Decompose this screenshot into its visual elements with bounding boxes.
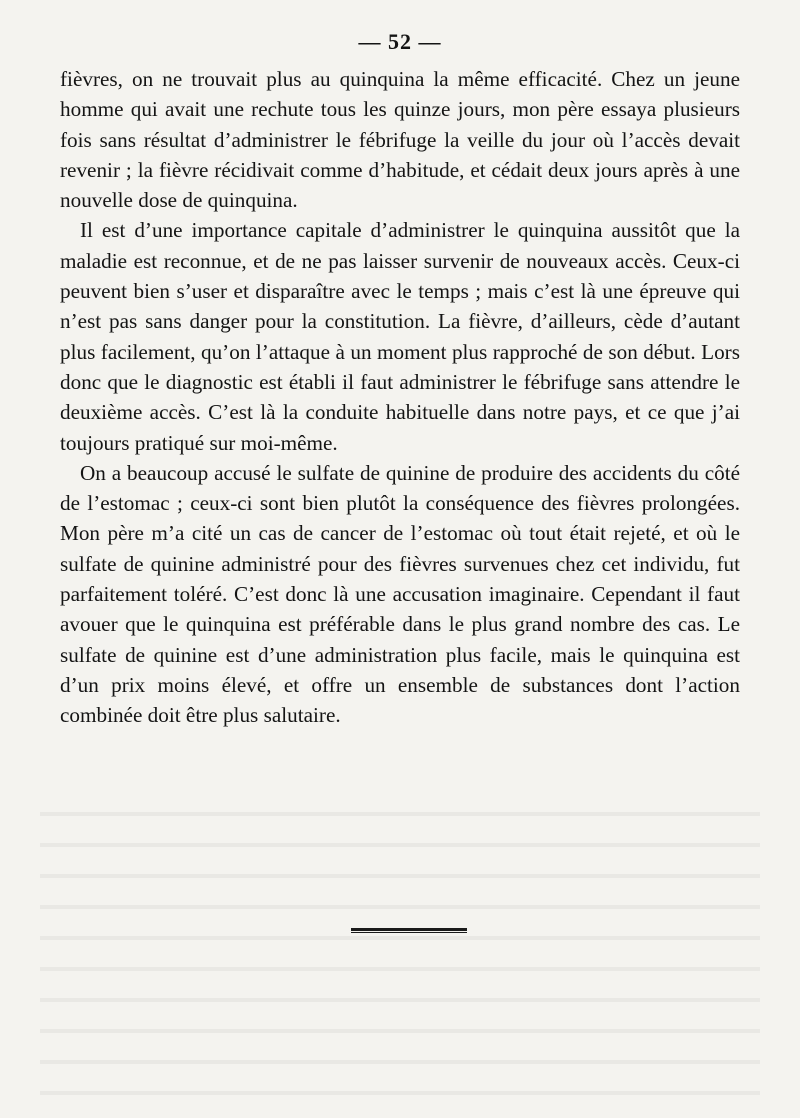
end-rule <box>351 928 467 934</box>
body-text <box>60 64 740 731</box>
page-number: — 52 — <box>358 29 442 54</box>
show-through-texture <box>40 790 760 1118</box>
paragraph-sulfate-quinine: On a beaucoup accusé le sulfate de quinine de produire des accidents du côté de l’estomac ; ceux-ci sont bien plutôt la conséquence des fièvres prolongées. Mon père m’a cité un cas de cancer de l’estomac où tout était rejeté, et où le sulfate de quinine administré pour des fièvres survenues chez cet individu, fut parfaitement toléré. C’est donc là une accusation imaginaire. Cependant il faut avouer que le quinquina est préférable dans le plus grand nombre des cas. Le sulfate de quinine est d’une administration plus facile, mais le quinquina est d’un prix moins élevé, et offre un ensemble de substances dont l’action combinée doit être plus salutaire. <box>60 460 740 728</box>
paragraph-administration: Il est d’une importance capitale d’administrer le quinquina aussitôt que la maladie est reconnue, et de ne pas laisser survenir de nouveaux accès. Ceux-ci peuvent bien s’user et disparaître avec le temps ; mais c’est là une épreuve qui n’est pas sans danger pour la constitution. La fièvre, d’ailleurs, cède d’autant plus facilement, qu’on l’attaque à un moment plus rapproché de son début. Lors donc que le diagnostic est établi il faut administrer le fébrifuge sans attendre le deuxième accès. C’est là la conduite habituelle dans notre pays, et ce que j’ai toujours pratiqué sur moi-même. <box>60 218 740 455</box>
paragraph-continuation: fièvres, on ne trouvait plus au quinquina la même efficacité. Chez un jeune homme qui avait une rechute tous les quinze jours, mon père essaya plusieurs fois sans résultat d’administrer le fébrifuge la veille du jour où l’accès devait revenir ; la fièvre récidivait comme d’habitude, et cédait deux jours après à une nouvelle dose de quinquina. <box>60 67 740 213</box>
